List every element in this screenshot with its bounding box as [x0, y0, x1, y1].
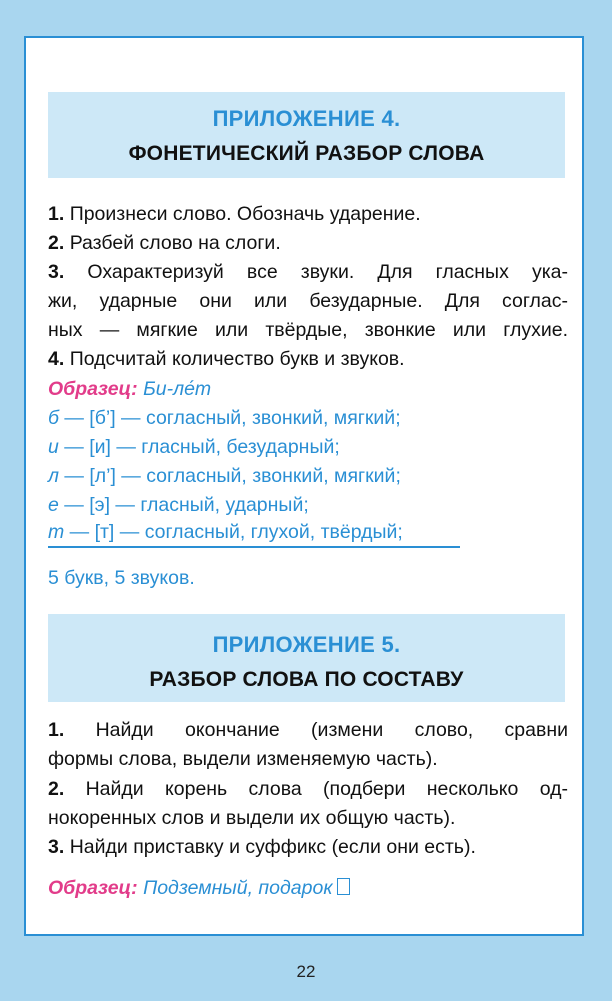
textbook-page [24, 36, 584, 936]
step-3-line-3: ных — мягкие или твёрдые, звонкие или глухие. [48, 319, 568, 341]
step-3-line-1: 3. Охарактеризуй все звуки. Для гласных ука- [48, 261, 568, 283]
summary: 5 букв, 5 звуков. [48, 567, 195, 589]
s5-step-1-line-1: 1. Найди окончание (измени слово, сравни [48, 719, 568, 741]
section-5-header [48, 614, 565, 702]
s5-step-1-line-2: формы слова, выдели изменяемую часть). [48, 748, 438, 770]
section-4-title: ПРИЛОЖЕНИЕ 4. [212, 106, 401, 131]
sound-row: л — [л’] — согласный, звонкий, мягкий; [48, 465, 401, 487]
divider [48, 546, 460, 548]
s5-step-3: 3. Найди приставку и суффикс (если они есть). [48, 836, 476, 858]
section-5-title: ПРИЛОЖЕНИЕ 5. [212, 632, 401, 657]
section-4-subtitle: ФОНЕТИЧЕСКИЙ РАЗБОР СЛОВА [128, 142, 485, 165]
ending-box-icon [337, 878, 350, 895]
s5-step-2-line-2: нокоренных слов и выдели их общую часть). [48, 807, 456, 829]
sound-row: и — [и] — гласный, безударный; [48, 436, 340, 458]
s5-example-label: Образец: [48, 877, 138, 899]
sound-row: б — [б’] — согласный, звонкий, мягкий; [48, 407, 401, 429]
sound-row: е — [э] — гласный, ударный; [48, 494, 309, 516]
step-1: 1. Произнеси слово. Обозначь ударение. [48, 203, 421, 225]
s5-example-line [48, 876, 568, 900]
section-4-header [48, 92, 565, 178]
example-label: Образец: [48, 378, 138, 400]
page-number: 22 [296, 962, 316, 981]
sound-row: т — [т] — согласный, глухой, твёрдый; [48, 521, 403, 543]
section-5-subtitle: РАЗБОР СЛОВА ПО СОСТАВУ [149, 668, 464, 691]
step-2: 2. Разбей слово на слоги. [48, 232, 281, 254]
example-word-podarok: , подарок [247, 877, 333, 899]
s5-step-2-line-1: 2. Найди корень слова (подбери несколько од- [48, 778, 569, 800]
example-word-podzemny: Подземный [143, 877, 248, 899]
step-3-line-2: жи, ударные они или безударные. Для соглас- [48, 290, 568, 312]
step-4: 4. Подсчитай количество букв и звуков. [48, 348, 405, 370]
example-word: Би-ле́т [143, 378, 212, 400]
example-line [48, 377, 568, 401]
